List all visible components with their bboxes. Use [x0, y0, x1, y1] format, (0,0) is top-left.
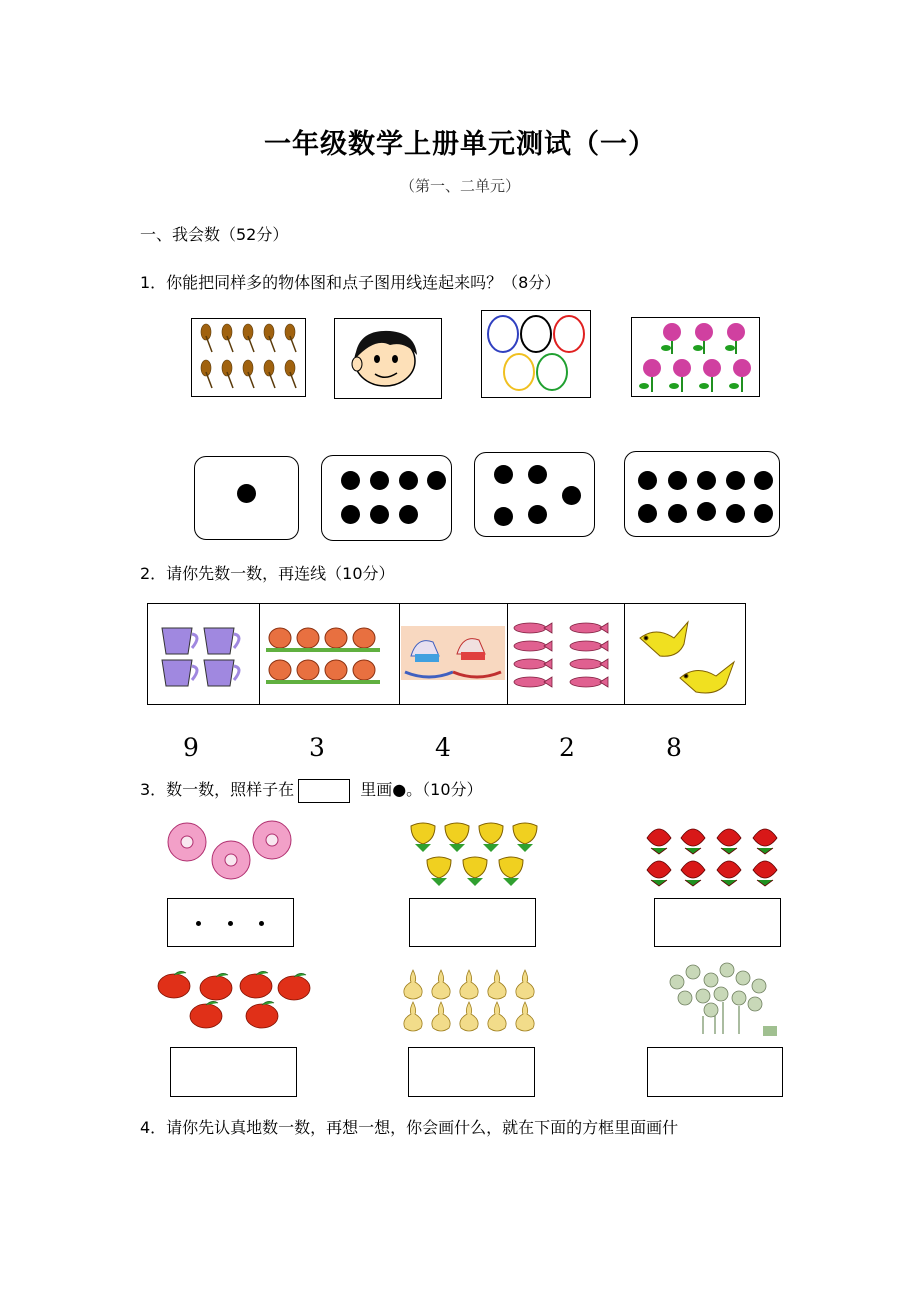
- dot: [528, 465, 547, 484]
- dot-card-5: [474, 452, 595, 537]
- example-box: [298, 779, 350, 803]
- dot: [726, 504, 745, 523]
- question-2: 2．请你先数一数，再连线（10分）: [140, 564, 395, 583]
- dot-card-10: [624, 451, 780, 537]
- dot: [726, 471, 745, 490]
- dot: [341, 471, 360, 490]
- number-label: 9: [183, 733, 199, 762]
- pink-flower-icon: [165, 820, 299, 882]
- wheat-picture: [191, 318, 306, 397]
- question-3-suffix: 里画●。（10分）: [360, 780, 483, 799]
- dot: [427, 471, 446, 490]
- dot: [494, 507, 513, 526]
- question-1: 1．你能把同样多的物体图和点子图用线连起来吗？（8分）: [140, 273, 561, 292]
- roses-picture: [631, 317, 760, 397]
- rocking-horse-icon: [401, 626, 505, 680]
- white-flower-icon: [663, 960, 777, 1036]
- answer-box-flowers[interactable]: [647, 1047, 783, 1097]
- dot-card-7: [321, 455, 452, 541]
- dot-card-1: [194, 456, 299, 540]
- answer-box-roses[interactable]: [654, 898, 781, 947]
- small-dot: [196, 921, 201, 926]
- page-title: 一年级数学上册单元测试（一）: [264, 129, 656, 160]
- dot: [638, 504, 657, 523]
- small-dot: [228, 921, 233, 926]
- dot: [341, 505, 360, 524]
- picture-strip: [147, 603, 746, 705]
- apple-icon: [154, 968, 316, 1032]
- dot: [399, 471, 418, 490]
- dot: [237, 484, 256, 503]
- boy-face-icon: [335, 319, 441, 398]
- bird-icon: [628, 618, 742, 696]
- boy-face-picture: [334, 318, 442, 399]
- answer-box-tulips[interactable]: [409, 898, 536, 947]
- page-subtitle: （第一、二单元）: [399, 177, 520, 195]
- dot: [494, 465, 513, 484]
- dot: [528, 505, 547, 524]
- small-dot: [259, 921, 264, 926]
- dot: [399, 505, 418, 524]
- pear-icon: [399, 966, 541, 1034]
- question-3: [140, 777, 483, 803]
- dot: [562, 486, 581, 505]
- number-label: 4: [435, 733, 451, 762]
- dot: [754, 504, 773, 523]
- question-4: 4．请你先认真地数一数，再想一想，你会画什么，就在下面的方框里面画什: [140, 1118, 679, 1137]
- dot: [697, 471, 716, 490]
- dot: [668, 504, 687, 523]
- answer-box-apples[interactable]: [170, 1047, 297, 1097]
- dot: [370, 505, 389, 524]
- tulip-icon: [405, 820, 545, 890]
- number-label: 8: [666, 733, 682, 762]
- rose-icon: [632, 318, 759, 396]
- section-heading: 一、我会数（52分）: [140, 225, 289, 244]
- dot: [754, 471, 773, 490]
- snail-icon: [264, 622, 394, 688]
- answer-box-pears[interactable]: [408, 1047, 535, 1097]
- wheat-icon: [192, 319, 305, 396]
- dot: [697, 502, 716, 521]
- dot: [668, 471, 687, 490]
- fish-icon: [510, 620, 622, 692]
- rings-picture: [481, 310, 591, 398]
- answer-box-example[interactable]: [167, 898, 294, 947]
- red-rose-icon: [641, 822, 787, 890]
- cup-icon: [160, 626, 252, 690]
- olympic-rings-icon: [482, 311, 590, 397]
- dot: [638, 471, 657, 490]
- question-3-prefix: 3．数一数，照样子在: [140, 780, 295, 799]
- dot: [370, 471, 389, 490]
- number-label: 3: [309, 733, 325, 762]
- number-label: 2: [559, 733, 575, 762]
